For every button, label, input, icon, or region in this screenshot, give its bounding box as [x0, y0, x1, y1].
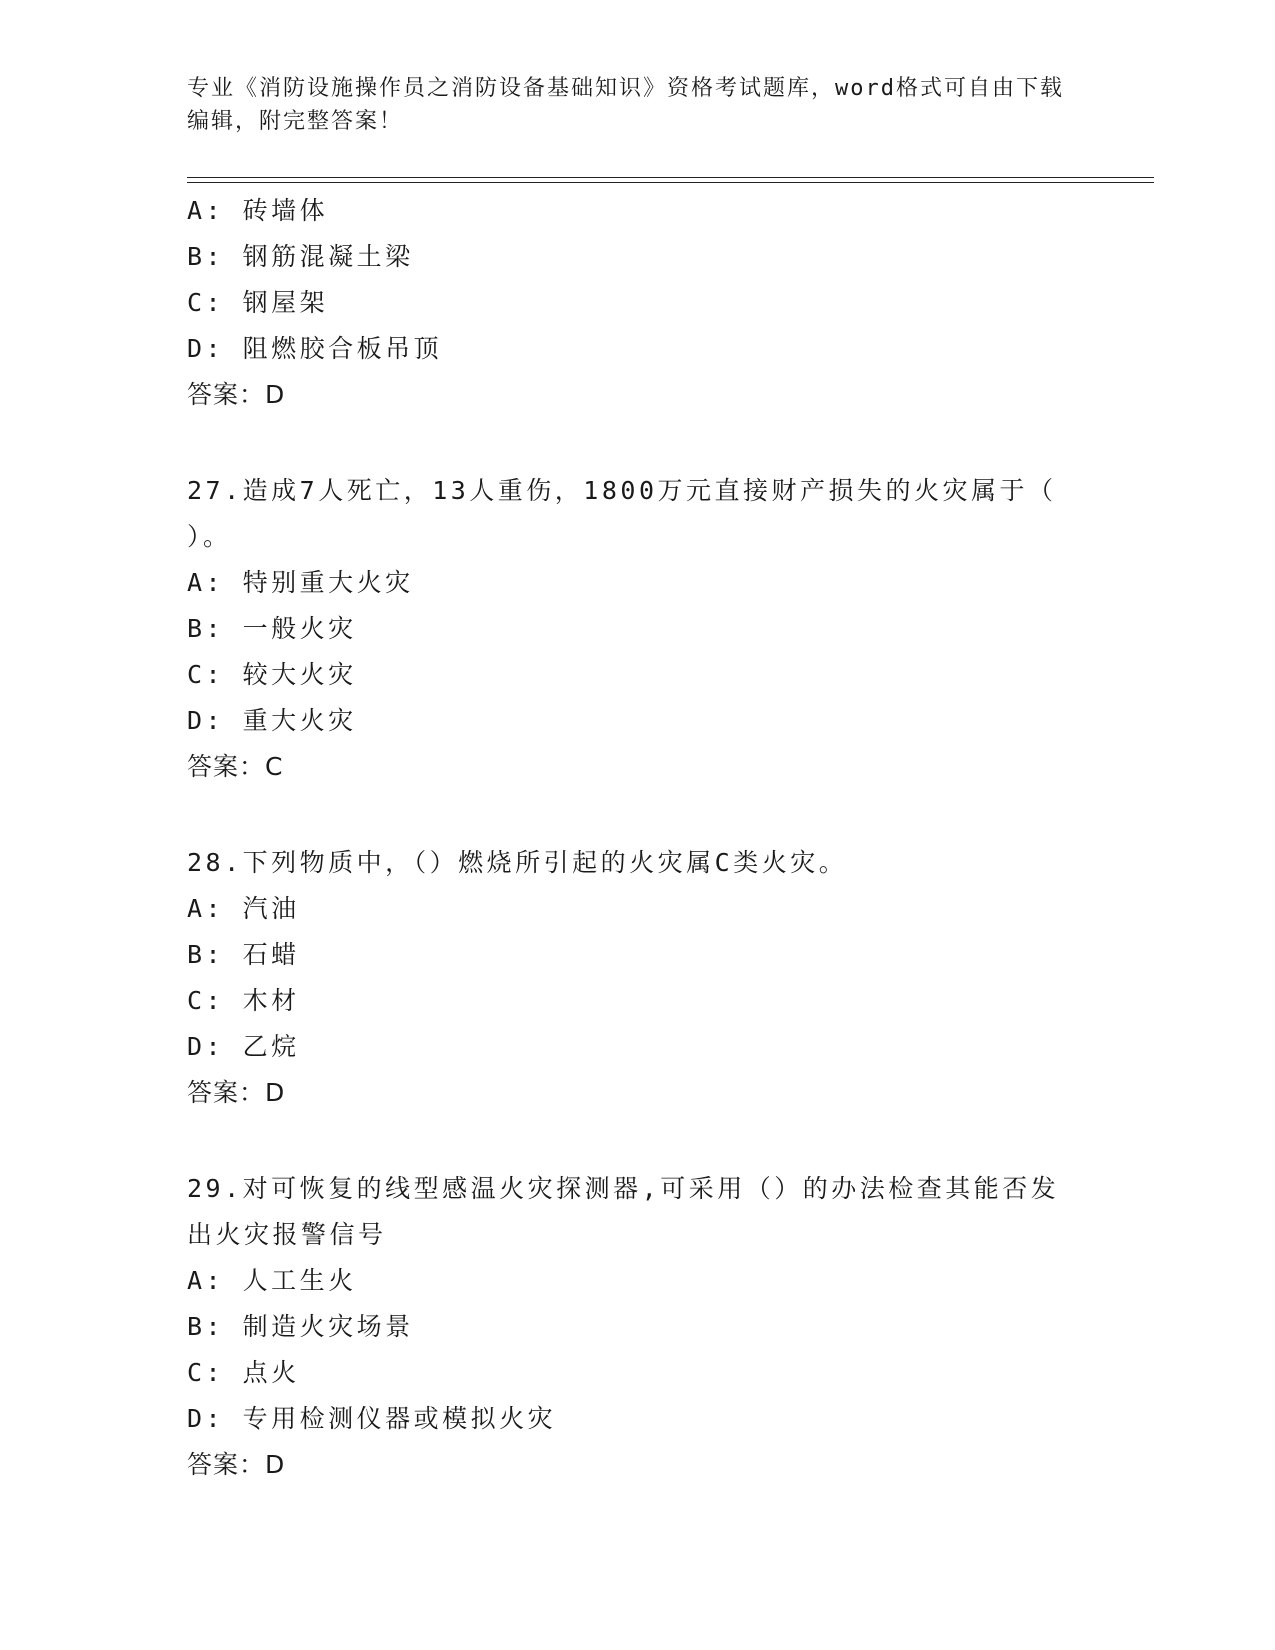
question-list: [187, 188, 1087, 1488]
option-d: D: 专用检测仪器或模拟火灾: [187, 1404, 557, 1433]
answer-line: 答案：D: [187, 380, 286, 409]
question-block-28: [187, 840, 1087, 1116]
block-spacer: [187, 790, 1087, 840]
option-c: C: 点火: [187, 1358, 300, 1387]
option-d: D: 乙烷: [187, 1032, 300, 1061]
option-d: D: 重大火灾: [187, 706, 357, 735]
option-b: B: 一般火灾: [187, 614, 357, 643]
document-header: 专业《消防设施操作员之消防设备基础知识》资格考试题库，word格式可自由下载编辑，附完整答案！: [187, 76, 1064, 134]
question-text: 27.造成7人死亡，13人重伤，1800万元直接财产损失的火灾属于（ ）。: [187, 476, 1057, 551]
question-text: 28.下列物质中，（）燃烧所引起的火灾属C类火灾。: [187, 848, 848, 877]
option-c: C: 较大火灾: [187, 660, 357, 689]
option-b: B: 钢筋混凝土梁: [187, 242, 414, 271]
question-block-27: [187, 468, 1087, 790]
option-a: A: 人工生火: [187, 1266, 357, 1295]
option-a: A: 汽油: [187, 894, 300, 923]
header-rule-bottom: [187, 182, 1154, 183]
header-rule-top: [187, 177, 1154, 178]
answer-line: 答案：D: [187, 1078, 286, 1107]
question-text: 29.对可恢复的线型感温火灾探测器,可采用（）的办法检查其能否发出火灾报警信号: [187, 1174, 1060, 1249]
option-c: C: 木材: [187, 986, 300, 1015]
option-d: D: 阻燃胶合板吊顶: [187, 334, 443, 363]
question-block-26: [187, 188, 1087, 418]
block-spacer: [187, 1116, 1087, 1166]
question-block-29: [187, 1166, 1087, 1488]
option-b: B: 制造火灾场景: [187, 1312, 414, 1341]
option-a: A: 砖墙体: [187, 196, 329, 225]
option-c: C: 钢屋架: [187, 288, 329, 317]
block-spacer: [187, 418, 1087, 468]
answer-line: 答案：C: [187, 752, 284, 781]
option-a: A: 特别重大火灾: [187, 568, 414, 597]
option-b: B: 石蜡: [187, 940, 300, 969]
answer-line: 答案：D: [187, 1450, 286, 1479]
